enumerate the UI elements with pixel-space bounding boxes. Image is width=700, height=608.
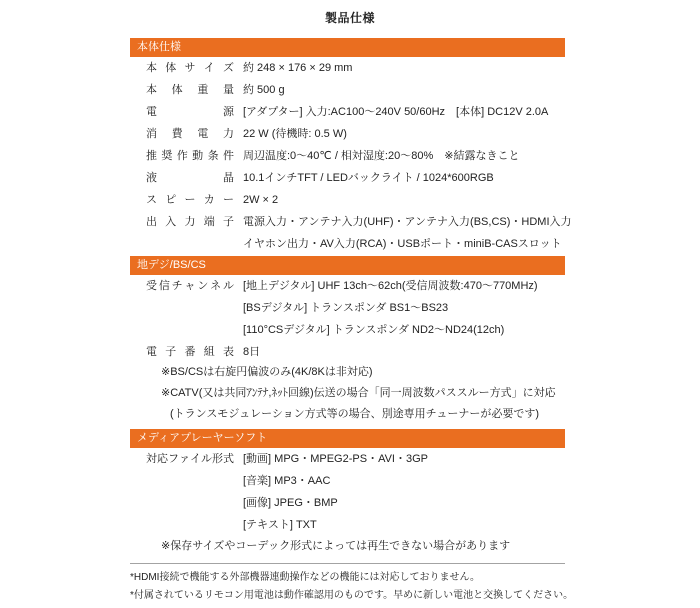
label-char: 電 (146, 346, 157, 358)
label-char: 本 (146, 62, 157, 74)
spec-label-speaker (146, 189, 234, 211)
note-catv-passthrough: ※CATV(又は共同ｱﾝﾃﾅ,ﾈｯﾄ回線)伝送の場合「同一周波数パススルー方式」に対応 (161, 387, 556, 399)
section-media-player (130, 429, 565, 556)
label-char: 子 (223, 216, 234, 228)
label-char: 電 (197, 128, 209, 140)
section-header-media-player: メディアプレーヤーソフト (130, 429, 565, 448)
label-char: 番 (184, 346, 196, 358)
page-title: 製品仕様 (324, 11, 375, 25)
spec-value: [テキスト] TXT (243, 519, 317, 531)
spec-values-epg (243, 341, 260, 363)
label-char: 形 (212, 453, 223, 465)
section-main-unit (130, 38, 572, 255)
spec-value: [BSデジタル] トランスポンダ BS1～BS23 (243, 302, 449, 314)
spec-values-operating-conditions (243, 145, 519, 167)
spec-values-body-weight (243, 79, 285, 101)
label-char: イ (190, 453, 201, 465)
section-header-broadcast: 地デジ/BS/CS (130, 256, 565, 275)
label-char: ピ (165, 194, 177, 206)
note-transmodulation: (トランスモジュレーション方式等の場合、別途専用チューナーが必要です) (170, 408, 540, 420)
spec-values-speaker (243, 189, 278, 211)
spec-row-body-weight (130, 79, 565, 101)
spec-label-body-size (146, 57, 234, 79)
section-broadcast (130, 256, 565, 425)
spec-value: [110°CSデジタル] トランスポンダ ND2～ND24(12ch) (243, 324, 505, 336)
spec-values-receiving-channels (243, 275, 538, 341)
label-char: 応 (157, 453, 168, 465)
spec-value: [アダプター] 入力:AC100～240V 50/60Hz [本体] DC12V 2.0A (243, 106, 549, 118)
label-char: 組 (203, 346, 215, 358)
label-char: 電 (146, 106, 157, 118)
spec-row-body-size (130, 57, 565, 79)
spec-row-receiving-channels (130, 275, 565, 341)
spec-value: 電源入力・アンテナ入力(UHF)・アンテナ入力(BS,CS)・HDMI入力 (243, 216, 572, 228)
label-char: サ (184, 62, 196, 74)
label-char: 条 (207, 150, 219, 162)
spec-label-display (146, 167, 234, 189)
label-char: 奨 (161, 150, 173, 162)
label-char: 動 (192, 150, 204, 162)
label-char: ー (184, 194, 196, 206)
spec-row-file-formats (130, 448, 565, 536)
spec-value: 約 500 g (243, 84, 285, 96)
label-char: 出 (146, 216, 157, 228)
label-char: フ (168, 453, 179, 465)
label-char: ル (201, 453, 212, 465)
spec-value: [音楽] MP3・AAC (243, 475, 331, 487)
spec-value: [画像] JPEG・BMP (243, 497, 338, 509)
label-char: イ (203, 62, 215, 74)
spec-row-power-supply (130, 101, 565, 123)
label-char: 信 (158, 280, 170, 292)
spec-label-power-supply (146, 101, 234, 123)
label-char: 体 (165, 62, 177, 74)
label-char: 晶 (223, 172, 234, 184)
spec-values-file-formats (243, 448, 428, 536)
label-char: ャ (184, 280, 196, 292)
spec-value: 8日 (243, 346, 261, 358)
label-char: 体 (171, 84, 183, 96)
label-char: 本 (146, 84, 157, 96)
label-char: 対 (146, 453, 157, 465)
spec-label-body-weight (146, 79, 234, 101)
note-bs-cs-polarization: ※BS/CSは右旋円偏波のみ(4K/8Kは非対応) (161, 366, 373, 378)
footnote-divider (130, 563, 565, 564)
broadcast-notes (130, 362, 565, 425)
label-char: 表 (223, 346, 234, 358)
spec-value: [動画] MPG・MPEG2-PS・AVI・3GP (243, 453, 428, 465)
label-char: 費 (171, 128, 183, 140)
label-char: 液 (146, 172, 157, 184)
footnote-battery: *付属されているリモコン用電池は動作確認用のものです。早めに新しい電池と交換してください。 (130, 590, 574, 601)
spec-values-power-supply (243, 101, 548, 123)
spec-row-display (130, 167, 565, 189)
spec-label-power-consumption (146, 123, 234, 145)
spec-values-display (243, 167, 494, 189)
label-char: 件 (222, 150, 234, 162)
spec-label-operating-conditions (146, 145, 234, 167)
label-char: 端 (203, 216, 215, 228)
spec-values-power-consumption (243, 123, 347, 145)
spec-row-power-consumption (130, 123, 565, 145)
label-char: ー (223, 194, 234, 206)
spec-label-io-ports (146, 211, 234, 233)
label-char: ス (146, 194, 157, 206)
label-char: ズ (223, 62, 234, 74)
label-char: 力 (222, 128, 234, 140)
label-char: 消 (146, 128, 157, 140)
spec-value: 2W × 2 (243, 194, 279, 206)
spec-value: 約 248 × 176 × 29 mm (243, 62, 353, 74)
spec-sheet (130, 38, 574, 605)
label-char: 作 (176, 150, 188, 162)
label-char: 入 (165, 216, 177, 228)
label-char: ン (197, 280, 209, 292)
label-char: カ (203, 194, 215, 206)
spec-values-io-ports (243, 211, 572, 255)
section-header-main-unit: 本体仕様 (130, 38, 565, 57)
spec-label-epg (146, 341, 234, 363)
spec-label-file-formats (146, 448, 234, 470)
label-char: 式 (223, 453, 234, 465)
spec-value: イヤホン出力・AV入力(RCA)・USBポート・miniB-CASスロット (243, 238, 562, 250)
spec-value: 10.1インチTFT / LEDバックライト / 1024*600RGB (243, 172, 494, 184)
label-char: ネ (210, 280, 222, 292)
label-char: 重 (197, 84, 209, 96)
label-char: 量 (222, 84, 234, 96)
label-char: 力 (184, 216, 196, 228)
label-char: ル (222, 280, 234, 292)
label-char: チ (171, 280, 183, 292)
label-char: 受 (146, 280, 157, 292)
note-playback-limitation: ※保存サイズやコーデック形式によっては再生できない場合があります (161, 540, 511, 552)
label-char: 推 (146, 150, 157, 162)
spec-row-operating-conditions (130, 145, 565, 167)
spec-values-body-size (243, 57, 352, 79)
spec-value: 22 W (待機時: 0.5 W) (243, 128, 347, 140)
footnote-hdmi: *HDMI接続で機能する外部機器連動操作などの機能には対応しておりません。 (130, 572, 481, 583)
spec-label-receiving-channels (146, 275, 234, 297)
spec-row-io-ports (130, 211, 572, 255)
spec-row-speaker (130, 189, 565, 211)
spec-row-epg (130, 341, 565, 363)
label-char: ァ (179, 453, 190, 465)
footnotes (130, 569, 574, 605)
media-notes (130, 536, 565, 556)
spec-value: 周辺温度:0～40℃ / 相対湿度:20～80% ※結露なきこと (243, 150, 520, 162)
spec-value: [地上デジタル] UHF 13ch～62ch(受信周波数:470～770MHz) (243, 280, 538, 292)
label-char: 源 (223, 106, 234, 118)
label-char: 子 (165, 346, 177, 358)
